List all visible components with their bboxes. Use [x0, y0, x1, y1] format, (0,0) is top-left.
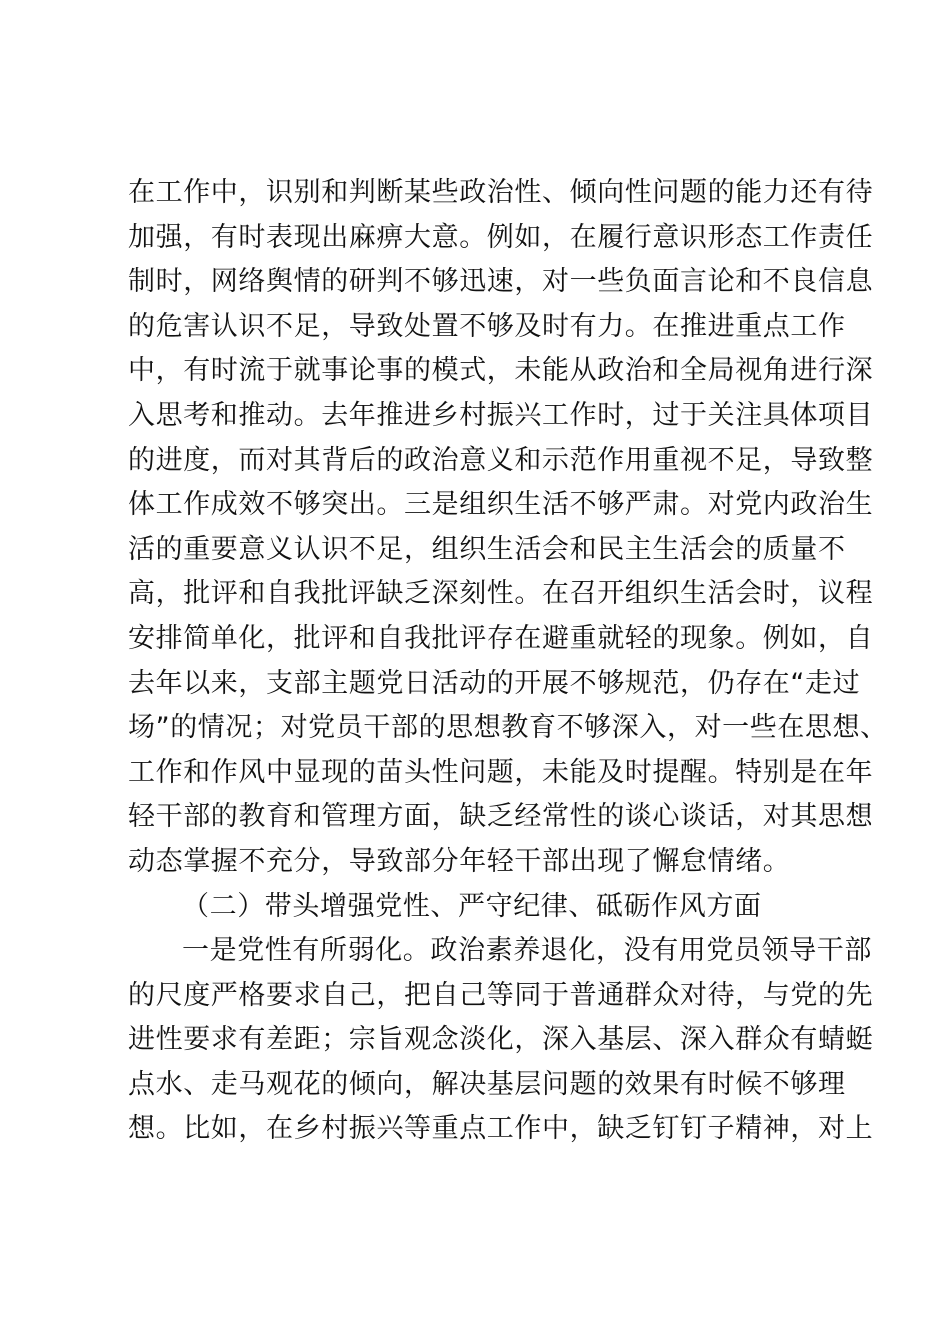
body-line: 制时，网络舆情的研判不够迅速，对一些负面言论和不良信息	[128, 266, 874, 298]
body-line: 点水、走马观花的倾向，解决基层问题的效果有时候不够理	[128, 1068, 846, 1100]
body-line: 活的重要意义认识不足，组织生活会和民主生活会的质量不	[128, 533, 846, 565]
body-line: 在工作中，识别和判断某些政治性、倾向性问题的能力还有待	[128, 177, 874, 208]
body-line: 的尺度严格要求自己，把自己等同于普通群众对待，与党的先	[128, 979, 874, 1011]
body-line: 入思考和推动。去年推进乡村振兴工作时，过于关注具体项目	[128, 399, 874, 431]
body-line: 想。比如，在乡村振兴等重点工作中，缺乏钉钉子精神，对上	[128, 1113, 874, 1145]
body-line: 体工作成效不够突出。三是组织生活不够严肃。对党内政治生	[128, 489, 874, 521]
body-line: 中，有时流于就事论事的模式，未能从政治和全局视角进行深	[128, 355, 874, 387]
body-line: 进性要求有差距；宗旨观念淡化，深入基层、深入群众有蜻蜓	[128, 1024, 874, 1056]
body-line: 工作和作风中显现的苗头性问题，未能及时提醒。特别是在年	[128, 756, 874, 788]
paragraph-first-line: 一是党性有所弱化。政治素养退化，没有用党员领导干部	[182, 935, 872, 967]
body-line: 动态掌握不充分，导致部分年轻干部出现了懈怠情绪。	[128, 845, 791, 877]
body-line: 场”的情况；对党员干部的思想教育不够深入，对一些在思想、	[128, 712, 888, 744]
body-line: 加强，有时表现出麻痹大意。例如，在履行意识形态工作责任	[128, 221, 874, 253]
body-line: 的危害认识不足，导致处置不够及时有力。在推进重点工作	[128, 310, 846, 342]
body-line: 去年以来，支部主题党日活动的开展不够规范，仍存在“走过	[128, 667, 861, 699]
body-line: 高，批评和自我批评缺乏深刻性。在召开组织生活会时，议程	[128, 578, 874, 610]
body-line: 安排简单化，批评和自我批评存在避重就轻的现象。例如，自	[128, 622, 874, 654]
body-line: 的进度，而对其背后的政治意义和示范作用重视不足，导致整	[128, 444, 874, 476]
body-line: 轻干部的教育和管理方面，缺乏经常性的谈心谈话，对其思想	[128, 801, 874, 833]
section-heading: （二）带头增强党性、严守纪律、砥砺作风方面	[182, 890, 762, 922]
document-body	[128, 171, 888, 1152]
